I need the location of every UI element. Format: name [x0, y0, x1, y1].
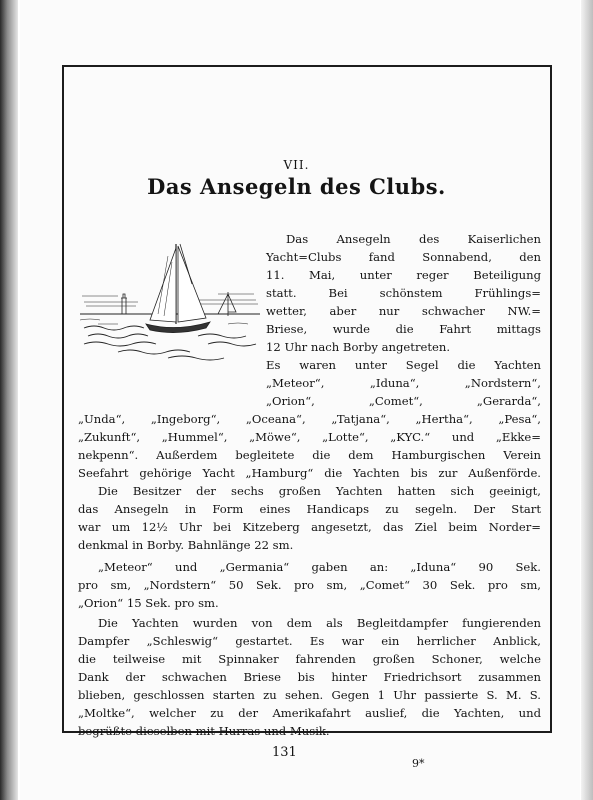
page-number: 131 — [272, 745, 297, 760]
body-line: „Meteor“, „Iduna“, „Nordstern“, — [266, 376, 541, 390]
chapter-title: Das Ansegeln des Clubs. — [147, 174, 446, 199]
signature-mark: 9* — [412, 757, 425, 770]
chapter-number: VII. — [283, 158, 310, 172]
body-line: Die Yachten wurden von dem als Begleitdampfer fungierenden — [98, 616, 541, 630]
body-line: begrüßte dieselben mit Hurras und Musik. — [78, 724, 330, 738]
body-line: Dampfer „Schleswig“ gestartet. Es war ein herrlicher Anblick, — [78, 634, 541, 648]
body-line: „Orion“ 15 Sek. pro sm. — [78, 596, 219, 610]
body-line: „Unda“, „Ingeborg“, „Oceana“, „Tatjana“, „Hertha“, „Pesa“, — [78, 412, 541, 426]
sailing-yacht-engraving-icon — [78, 232, 262, 362]
body-line: 11. Mai, unter reger Beteiligung — [266, 268, 541, 282]
body-line: denkmal in Borby. Bahnlänge 22 sm. — [78, 538, 294, 552]
body-line: die teilweise mit Spinnaker fahrenden großen Schoner, welche — [78, 652, 541, 666]
body-line: Dank der schwachen Briese bis hinter Friedrichsort zusammen — [78, 670, 541, 684]
body-line: Das Ansegeln des Kaiserlichen — [286, 232, 541, 246]
body-line: 12 Uhr nach Borby angetreten. — [266, 340, 451, 354]
body-line: pro sm, „Nordstern“ 50 Sek. pro sm, „Comet“ 30 Sek. pro sm, — [78, 578, 541, 592]
book-edge-shadow — [581, 0, 593, 800]
body-line: blieben, geschlossen starten zu sehen. Gegen 1 Uhr passierte S. M. S. — [78, 688, 541, 702]
book-gutter-shadow — [0, 0, 18, 800]
body-line: Die Besitzer der sechs großen Yachten hatten sich geeinigt, — [98, 484, 541, 498]
body-line: „Moltke“, welcher zu der Amerikafahrt auslief, die Yachten, und — [78, 706, 541, 720]
body-line: Yacht=Clubs fand Sonnabend, den — [266, 250, 541, 264]
body-line: Seefahrt gehörige Yacht „Hamburg“ die Yachten bis zur Außenförde. — [78, 466, 541, 480]
body-line: war um 12½ Uhr bei Kitzeberg angesetzt, das Ziel beim Norder= — [78, 520, 541, 534]
body-line: „Orion“, „Comet“, „Gerarda“, — [266, 394, 541, 408]
body-line: statt. Bei schönstem Frühlings= — [266, 286, 541, 300]
body-line: „Meteor“ und „Germania“ gaben an: „Iduna“ 90 Sek. — [98, 560, 541, 574]
body-line: wetter, aber nur schwacher NW.= — [266, 304, 541, 318]
body-line: das Ansegeln in Form eines Handicaps zu segeln. Der Start — [78, 502, 541, 516]
body-line: „Zukunft“, „Hummel“, „Möwe“, „Lotte“, „KYC.“ und „Ekke= — [78, 430, 541, 444]
body-line: nekpenn“. Außerdem begleitete die dem Hamburgischen Verein — [78, 448, 541, 462]
body-line: Briese, wurde die Fahrt mittags — [266, 322, 541, 336]
body-line: Es waren unter Segel die Yachten — [266, 358, 541, 372]
